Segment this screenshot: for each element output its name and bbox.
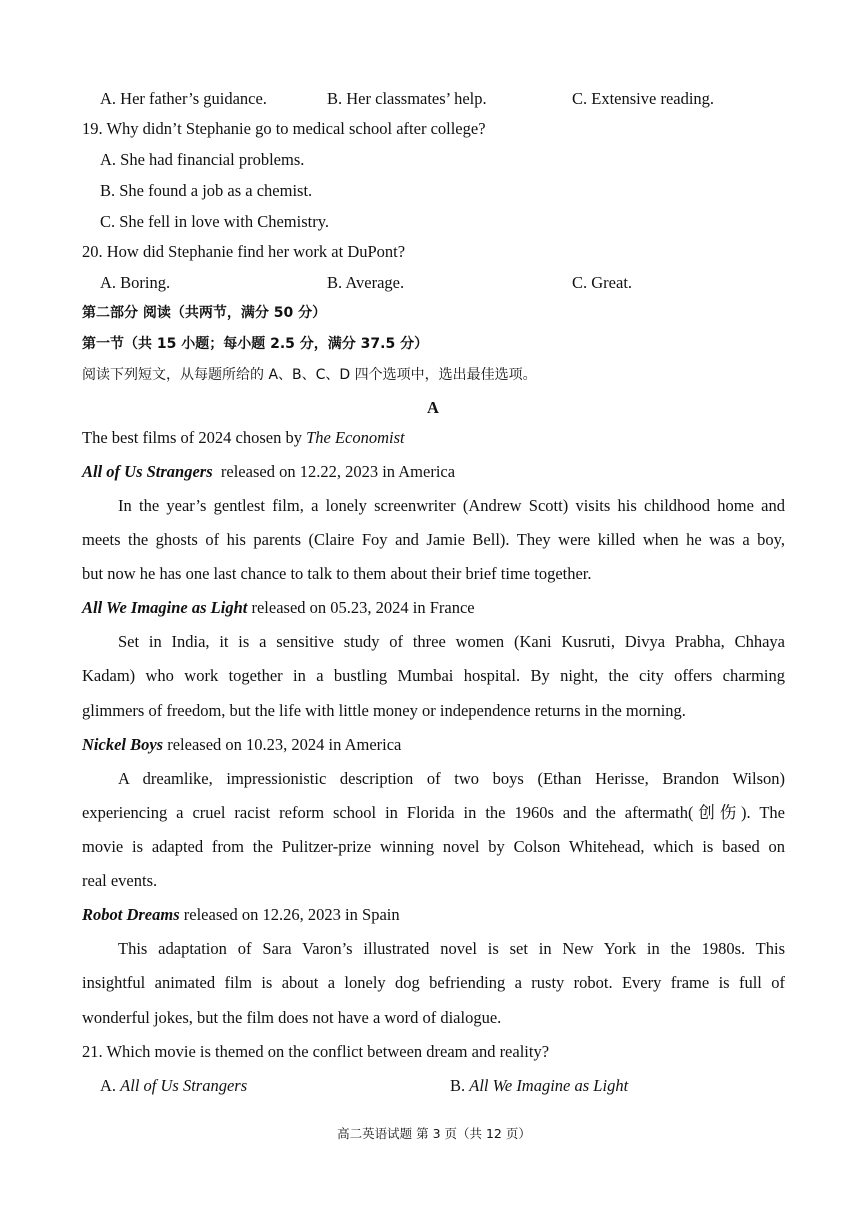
q19-option-b: B. She found a job as a chemist. (100, 181, 313, 200)
q20-option-c: C. Great. (572, 273, 633, 292)
film-title: All of Us Strangers (82, 462, 213, 481)
film-heading (82, 904, 400, 926)
q18-option-a: A. Her father’s guidance. (100, 89, 267, 108)
q20-question: 20. How did Stephanie find her work at DuPont? (82, 242, 406, 261)
q18-option-c: C. Extensive reading. (572, 89, 715, 108)
q19-option-c: C. She fell in love with Chemistry. (100, 212, 329, 231)
q19-question: 19. Why didn’t Stephanie go to medical school after college? (82, 119, 486, 138)
film-heading (82, 461, 455, 483)
film-description-line: insightful animated film is about a lonely dog befriending a rusty robot. Every frame is full of (82, 973, 785, 992)
section1-heading: 第一节（共 15 小题；每小题 2.5 分，满分 37.5 分） (82, 336, 429, 352)
page-footer: 高二英语试题 第 3 页（共 12 页） (337, 1126, 531, 1141)
q21-question: 21. Which movie is themed on the conflict between dream and reality? (82, 1042, 550, 1061)
q18-option-b: B. Her classmates’ help. (327, 89, 487, 108)
q21-option-b-prefix: B. (450, 1076, 470, 1095)
passage-intro-text: The best films of 2024 chosen by (82, 428, 307, 447)
film-release: released on 10.23, 2024 in America (163, 735, 402, 754)
passage-intro (82, 427, 405, 449)
q20-option-a: A. Boring. (100, 273, 171, 292)
film-description-line: glimmers of freedom, but the life with little money or independence returns in the morning. (82, 701, 686, 720)
film-title: All We Imagine as Light (82, 598, 248, 617)
film-title: Robot Dreams (82, 905, 180, 924)
film-release: released on 12.22, 2023 in America (212, 462, 456, 481)
film-description-line: A dreamlike, impressionistic description of two boys (Ethan Herisse, Brandon Wilson) (118, 769, 785, 788)
film-description-line: movie is adapted from the Pulitzer-prize winning novel by Colson Whitehead, which is based on (82, 837, 785, 856)
film-description-line: Kadam) who work together in a bustling Mumbai hospital. By night, the city offers charming (82, 666, 785, 685)
q20-option-b: B. Average. (327, 273, 405, 292)
film-release: released on 05.23, 2024 in France (247, 598, 475, 617)
part2-heading: 第二部分 阅读（共两节，满分 50 分） (82, 305, 327, 321)
passage-intro-source: The Economist (306, 428, 405, 447)
section1-instruction: 阅读下列短文，从每题所给的 A、B、C、D 四个选项中，选出最佳选项。 (82, 367, 537, 383)
film-description-line: real events. (82, 871, 158, 890)
q21-option-b-text: All We Imagine as Light (469, 1076, 629, 1095)
film-description-line: Set in India, it is a sensitive study of three women (Kani Kusruti, Divya Prabha, Chhaya (118, 632, 785, 651)
q21-option-a-prefix: A. (100, 1076, 121, 1095)
film-heading (82, 734, 401, 756)
film-description-line: meets the ghosts of his parents (Claire Foy and Jamie Bell). They were killed when he was a boy, (82, 530, 785, 549)
film-description-line: This adaptation of Sara Varon’s illustrated novel is set in New York in the 1980s. This (118, 939, 785, 958)
film-description-line: wonderful jokes, but the film does not have a word of dialogue. (82, 1008, 502, 1027)
q21-option-b (450, 1075, 628, 1097)
q19-option-a: A. She had financial problems. (100, 150, 305, 169)
q21-option-a (100, 1075, 247, 1097)
film-description-line: In the year’s gentlest film, a lonely screenwriter (Andrew Scott) visits his childhood home and (118, 496, 785, 515)
passage-letter: A (427, 398, 439, 417)
film-description-line: experiencing a cruel racist reform school in Florida in the 1960s and the aftermath(创伤). The (82, 803, 785, 822)
film-heading (82, 597, 475, 619)
q21-option-a-text: All of Us Strangers (120, 1076, 248, 1095)
film-title: Nickel Boys (82, 735, 164, 754)
film-description-line: but now he has one last chance to talk to them about their brief time together. (82, 564, 592, 583)
film-release: released on 12.26, 2023 in Spain (179, 905, 400, 924)
